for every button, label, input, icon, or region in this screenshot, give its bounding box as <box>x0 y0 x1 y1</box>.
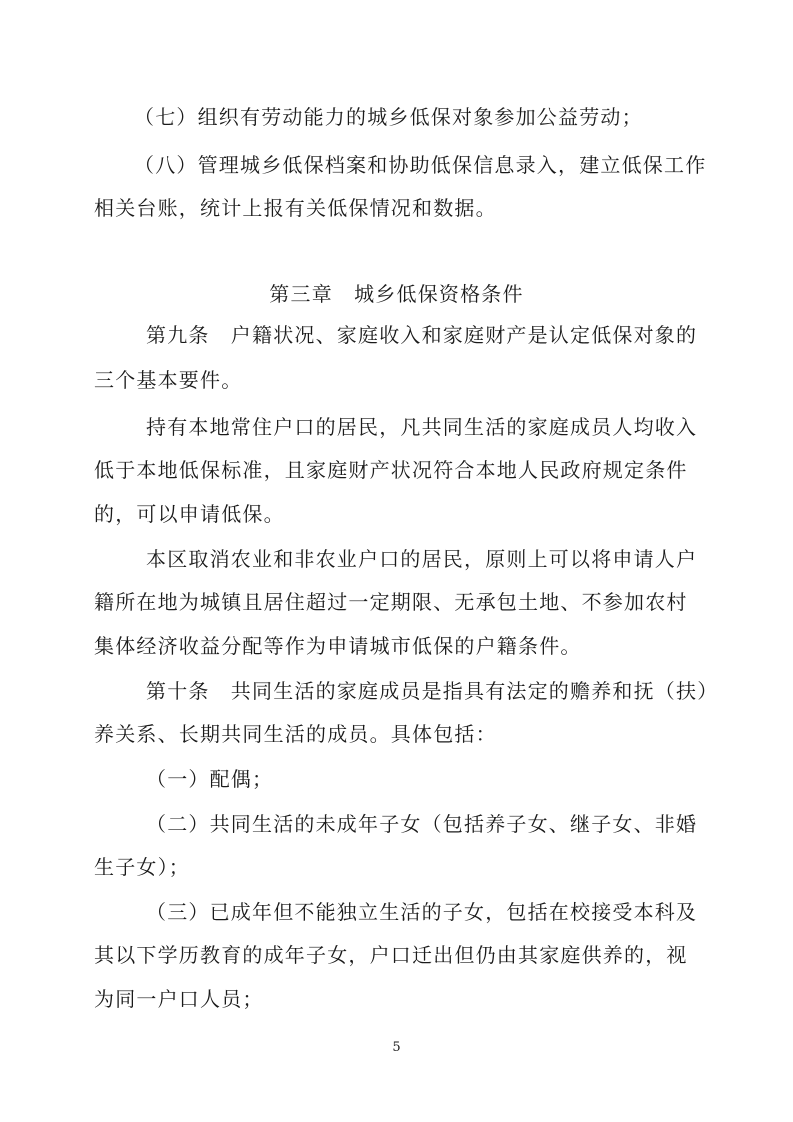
article-line: 第九条 户籍状况、家庭收入和家庭财产是认定低保对象的 <box>146 323 698 347</box>
list-item-line: （三）已成年但不能独立生活的子女，包括在校接受本科及 <box>146 900 698 924</box>
paragraph-line: 本区取消农业和非农业户口的居民，原则上可以将申请人户 <box>146 547 698 571</box>
paragraph-line: 持有本地常住户口的居民，凡共同生活的家庭成员人均收入 <box>146 415 698 439</box>
paragraph-line: （七）组织有劳动能力的城乡低保对象参加公益劳动； <box>134 105 643 129</box>
paragraph-line: 养关系、长期共同生活的成员。具体包括： <box>94 722 497 746</box>
list-item-line: （一）配偶； <box>146 767 274 791</box>
paragraph-line: 三个基本要件。 <box>94 368 243 392</box>
page-number: 5 <box>392 1040 401 1055</box>
paragraph-line: 籍所在地为城镇且居住超过一定期限、无承包土地、不参加农村 <box>94 590 688 614</box>
paragraph-line: 为同一户口人员； <box>94 987 264 1011</box>
paragraph-line: 其以下学历教育的成年子女，户口迁出但仍由其家庭供养的，视 <box>94 943 688 967</box>
article-line: 第十条 共同生活的家庭成员是指具有法定的赡养和抚（扶） <box>146 679 719 703</box>
paragraph-line: 相关台账，统计上报有关低保情况和数据。 <box>94 196 497 220</box>
paragraph-line: 的，可以申请低保。 <box>94 502 285 526</box>
paragraph-line: 生子女）； <box>94 855 190 879</box>
paragraph-line: （八）管理城乡低保档案和协助低保信息录入，建立低保工作 <box>134 153 707 177</box>
paragraph-line: 集体经济收益分配等作为申请城市低保的户籍条件。 <box>94 634 582 658</box>
list-item-line: （二）共同生活的未成年子女（包括养子女、继子女、非婚 <box>146 812 698 836</box>
paragraph-line: 低于本地低保标准，且家庭财产状况符合本地人民政府规定条件 <box>94 458 688 482</box>
chapter-heading: 第三章 城乡低保资格条件 <box>269 282 524 306</box>
